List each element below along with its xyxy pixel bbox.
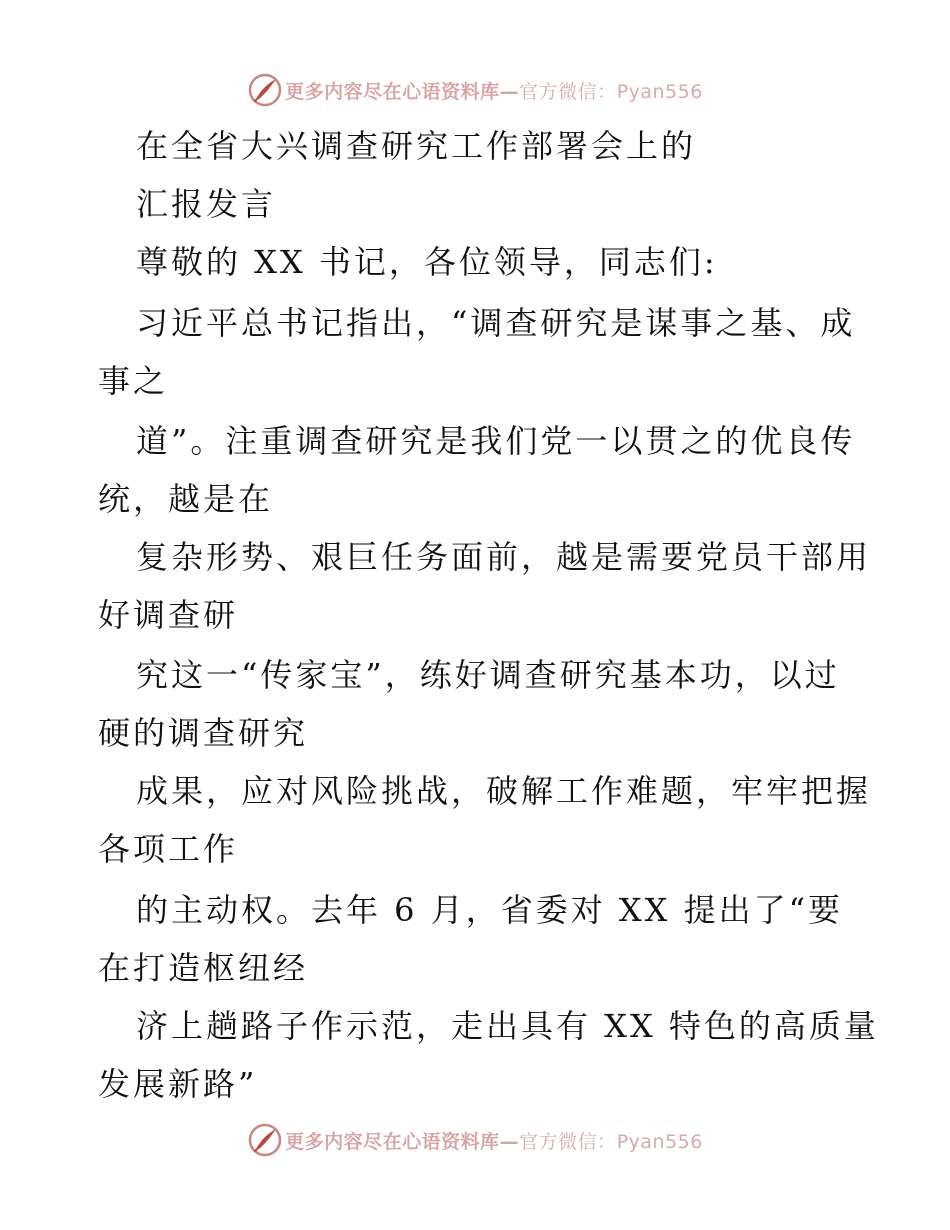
quill-logo-icon <box>247 72 283 108</box>
body-line: 复杂形势、艰巨任务面前，越是需要党员干部用 <box>136 538 872 576</box>
body-line: 好调查研 <box>98 596 239 634</box>
title-line-2: 汇报发言 <box>136 185 277 223</box>
body-line: 成果，应对风险挑战，破解工作难题，牢牢把握 <box>136 772 872 810</box>
salutation: 尊敬的 XX 书记，各位领导，同志们: <box>136 243 718 281</box>
body-line: 事之 <box>98 362 169 400</box>
body-line: 各项工作 <box>98 830 239 868</box>
body-line: 在打造枢纽经 <box>98 949 309 987</box>
body-line: 究这一“传家宝”，练好调查研究基本功，以过 <box>136 656 840 694</box>
title-line-1: 在全省大兴调查研究工作部署会上的 <box>136 127 697 165</box>
quill-logo-icon <box>247 1122 283 1158</box>
header-watermark <box>0 70 950 110</box>
body-line: 硬的调查研究 <box>98 714 309 752</box>
body-line: 济上趟路子作示范，走出具有 XX 特色的高质量 <box>136 1007 879 1045</box>
body-line: 统，越是在 <box>98 480 274 518</box>
body-line: 习近平总书记指出，“调查研究是谋事之基、成 <box>136 304 856 342</box>
body-line: 的主动权。去年 6 月，省委对 XX 提出了“要 <box>136 891 843 929</box>
body-line: 发展新路” <box>98 1065 258 1103</box>
footer-watermark <box>0 1120 950 1160</box>
body-line: 道”。注重调查研究是我们党一以贯之的优良传 <box>136 422 856 460</box>
watermark-text: 更多内容尽在心语资料库—官方微信：Pyan556 <box>285 1130 703 1153</box>
watermark-text: 更多内容尽在心语资料库—官方微信：Pyan556 <box>285 80 703 103</box>
